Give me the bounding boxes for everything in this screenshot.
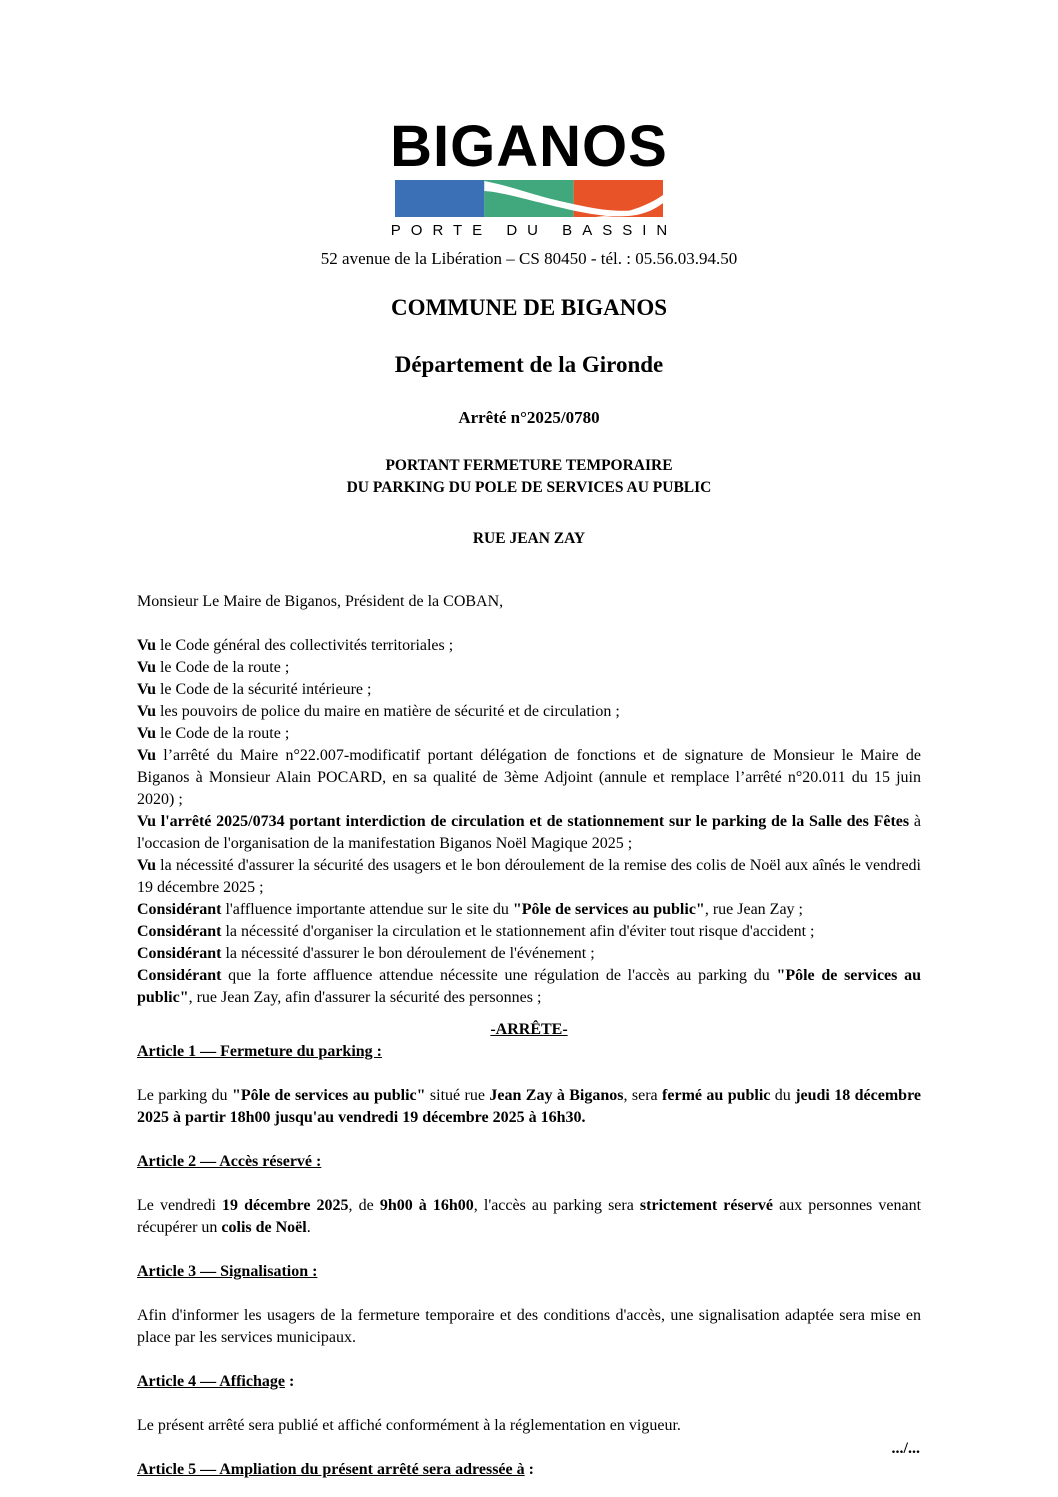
article-2-paragraph: Le vendredi 19 décembre 2025, de 9h00 à 16h00, l'accès au parking sera strictement réservé aux personnes venant récupérer un colis de Noël. xyxy=(137,1196,922,1236)
document-body xyxy=(137,591,921,1481)
article-2 xyxy=(137,1151,921,1239)
article-5-heading-text: Article 5 — Ampliation du présent arrêté sera adressée à xyxy=(137,1460,525,1478)
article-3-heading-text: Article 3 — Signalisation : xyxy=(137,1262,318,1280)
article-4-heading-text: Article 4 — Affichage xyxy=(137,1372,285,1390)
article-1 xyxy=(137,1041,921,1129)
decree-heading-text: -ARRÊTE- xyxy=(490,1020,568,1038)
recital-paragraph: Considérant la nécessité d'organiser la circulation et le stationnement afin d'éviter tout risque d'accident ; xyxy=(137,922,815,940)
article-3 xyxy=(137,1261,921,1349)
arrete-subject-line2: DU PARKING DU POLE DE SERVICES AU PUBLIC xyxy=(346,478,712,496)
article-1-paragraph: Le parking du "Pôle de services au public" situé rue Jean Zay à Biganos, sera fermé au public du jeudi 18 décembre 2025 à partir 18h00 jusqu'au vendredi 19 décembre 2025 à 16h30. xyxy=(137,1086,921,1126)
recital-paragraph: Vu le Code général des collectivités territoriales ; xyxy=(137,636,454,654)
logo-tagline: PORTE DU BASSIN xyxy=(390,222,678,239)
recital-paragraph: Vu le Code de la route ; xyxy=(137,658,290,676)
salutation: Monsieur Le Maire de Biganos, Président de la COBAN, xyxy=(137,592,504,610)
article-3-paragraph: Afin d'informer les usagers de la fermeture temporaire et des conditions d'accès, une signalisation adaptée sera mise en place par les services municipaux. xyxy=(137,1306,921,1346)
logo-bar-blue xyxy=(395,180,484,217)
recital-paragraph: Considérant la nécessité d'assurer le bon déroulement de l'événement ; xyxy=(137,944,595,962)
article-4-heading xyxy=(137,1371,921,1393)
recital-paragraph: Vu la nécessité d'assurer la sécurité des usagers et le bon déroulement de la remise des colis de Noël aux aînés le vendredi 19 décembre 2025 ; xyxy=(137,856,921,896)
recital-paragraph: Vu l'arrêté 2025/0734 portant interdiction de circulation et de stationnement sur le parking de la Salle des Fêtes à l'occasion de l'organisation de la manifestation Biganos Noël Magique 2025 ; xyxy=(137,812,921,852)
logo xyxy=(0,0,1058,269)
article-1-heading xyxy=(137,1041,921,1063)
logo-address: 52 avenue de la Libération – CS 80450 - tél. : 05.56.03.94.50 xyxy=(320,248,738,268)
article-2-heading-text: Article 2 — Accès réservé : xyxy=(137,1152,322,1170)
logo-bar-graphic xyxy=(395,180,663,217)
logo-wordmark: BIGANOS xyxy=(390,114,668,179)
recital-paragraph: Vu l’arrêté du Maire n°22.007-modificatif portant délégation de fonctions et de signature de Monsieur le Maire de Biganos à Monsieur Alain POCARD, en sa qualité de 3ème Adjoint (annule et remplace l’arrêté n°20.011 du 15 juin 2020) ; xyxy=(137,746,921,808)
recital-paragraph: Vu le Code de la sécurité intérieure ; xyxy=(137,680,372,698)
article-4-paragraph: Le présent arrêté sera publié et affiché conformément à la réglementation en vigueur. xyxy=(137,1416,681,1434)
article-2-heading xyxy=(137,1151,921,1173)
recital-paragraph: Considérant l'affluence importante attendue sur le site du "Pôle de services au public", rue Jean Zay ; xyxy=(137,900,803,918)
article-3-heading xyxy=(137,1261,921,1283)
recital-paragraph: Vu les pouvoirs de police du maire en matière de sécurité et de circulation ; xyxy=(137,702,620,720)
recital-paragraph: Considérant que la forte affluence attendue nécessite une régulation de l'accès au parking du "Pôle de services au public", rue Jean Zay, afin d'assurer la sécurité des personnes ; xyxy=(137,966,921,1006)
commune-title: COMMUNE DE BIGANOS xyxy=(390,294,667,320)
arrete-subject-line1: PORTANT FERMETURE TEMPORAIRE xyxy=(385,456,673,474)
decree-heading xyxy=(137,1019,921,1041)
arrete-subject xyxy=(0,455,1058,499)
article-4 xyxy=(137,1371,921,1437)
article-1-heading-text: Article 1 — Fermeture du parking : xyxy=(137,1042,382,1060)
article-4-heading-suffix: : xyxy=(284,1372,295,1390)
street-title: RUE JEAN ZAY xyxy=(472,529,586,547)
departement-title: Département de la Gironde xyxy=(394,351,664,377)
page-continuation-mark: .../... xyxy=(891,1440,920,1457)
recitals xyxy=(137,635,921,1009)
arrete-number: Arrêté n°2025/0780 xyxy=(458,407,600,427)
article-5-heading-suffix: : xyxy=(524,1460,534,1478)
article-5-heading xyxy=(137,1459,921,1481)
article-5 xyxy=(137,1459,921,1481)
recital-paragraph: Vu le Code de la route ; xyxy=(137,724,290,742)
